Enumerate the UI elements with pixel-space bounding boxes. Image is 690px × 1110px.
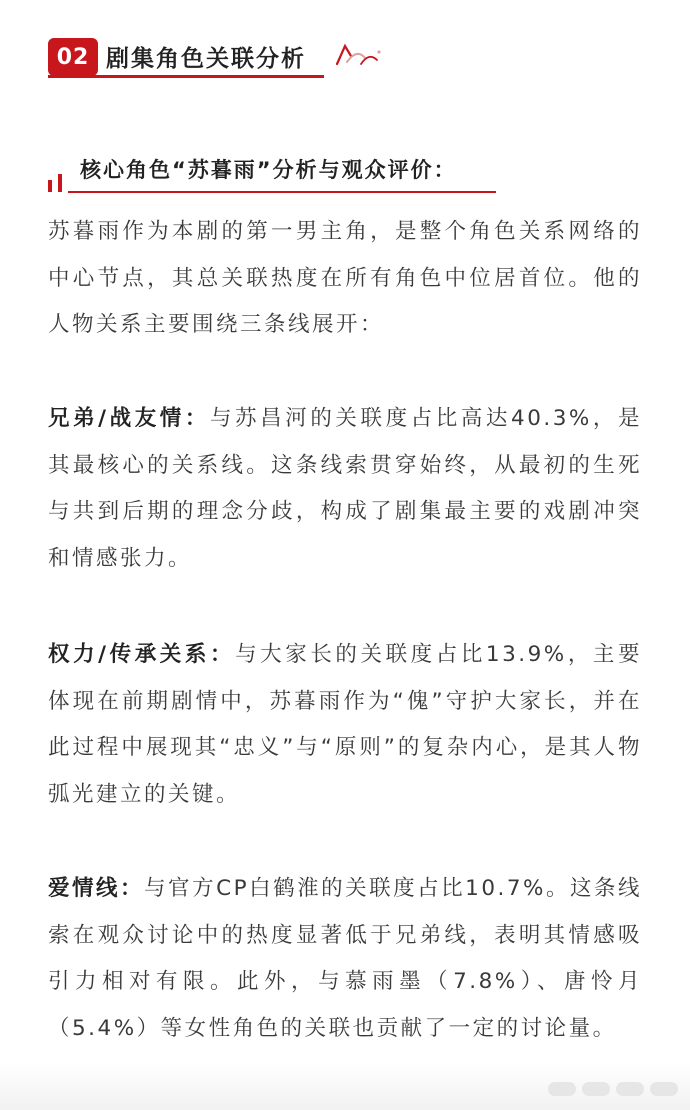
title-bars-icon [48, 174, 68, 192]
subsection-underline [68, 191, 496, 193]
power-text: 与大家长的关联度占比13.9%，主要体现在前期剧情中，苏暮雨作为“傀”守护大家长，并在此过程中展现其“忠义”与“原则”的复杂内心，是其人物弧光建立的关键。 [48, 642, 642, 807]
section-number-badge: 02 [48, 38, 98, 76]
watermark-placeholder [548, 1082, 678, 1096]
power-label: 权力/传承关系： [48, 642, 236, 667]
intro-paragraph [48, 209, 642, 349]
brotherhood-paragraph [48, 396, 642, 582]
brotherhood-text: 与苏昌河的关联度占比高达40.3%，是其最核心的关系线。这条线索贯穿始终，从最初的生死与共到后期的理念分歧，构成了剧集最主要的戏剧冲突和情感张力。 [48, 406, 642, 571]
power-paragraph [48, 632, 642, 818]
romance-text: 与官方CP白鹤淮的关联度占比10.7%。这条线索在观众讨论中的热度显著低于兄弟线，表明其情感吸引力相对有限。此外，与慕雨墨（7.8%）、唐怜月（5.4%）等女性角色的关联也贡献了一定的讨论量。 [48, 876, 642, 1041]
section-header [48, 38, 388, 82]
brotherhood-label: 兄弟/战友情： [48, 406, 210, 431]
intro-text: 苏暮雨作为本剧的第一男主角，是整个角色关系网络的中心节点，其总关联热度在所有角色中位居首位。他的人物关系主要围绕三条线展开： [48, 219, 642, 337]
section-title: 剧集角色关联分析 [106, 46, 306, 72]
subsection-title: 核心角色“苏暮雨”分析与观众评价： [80, 158, 457, 182]
subsection-header [48, 152, 498, 194]
romance-paragraph [48, 866, 642, 1052]
romance-label: 爱情线： [48, 876, 145, 901]
decorative-swoosh-icon [335, 42, 385, 68]
section-underline [48, 75, 324, 78]
